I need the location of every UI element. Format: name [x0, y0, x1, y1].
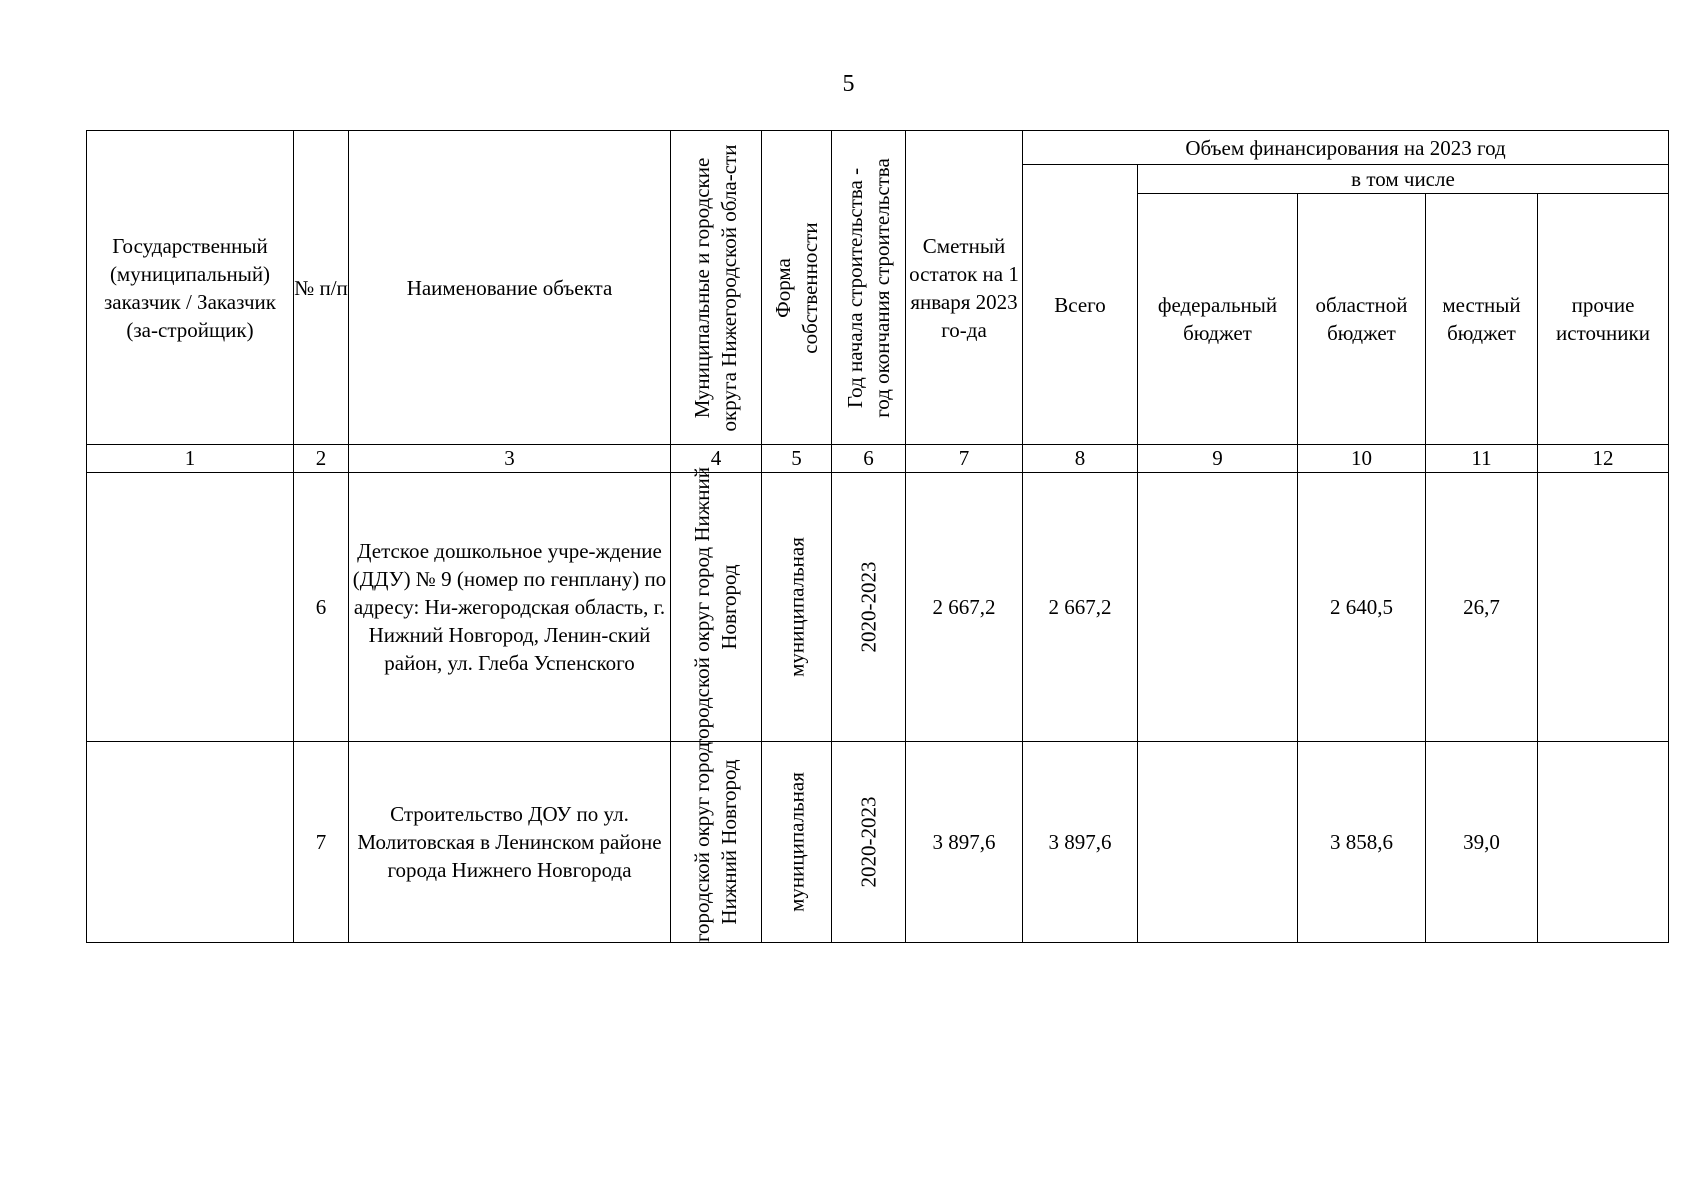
- row-total: 3 897,6: [1023, 742, 1138, 943]
- header-funding-title: Объем финансирования на 2023 год: [1023, 131, 1669, 165]
- header-regional: областной бюджет: [1298, 194, 1426, 445]
- row-municipality: [671, 742, 762, 943]
- header-object-name: Наименование объекта: [349, 131, 671, 445]
- column-number: 5: [762, 445, 832, 473]
- header-other: прочие источники: [1538, 194, 1669, 445]
- header-years-text: Год начала строительства - год окончания строительства: [842, 157, 894, 418]
- column-number: 12: [1538, 445, 1669, 473]
- column-number: 7: [906, 445, 1023, 473]
- column-number: 9: [1138, 445, 1298, 473]
- column-number: 10: [1298, 445, 1426, 473]
- row-object-name: Детское дошкольное учре-ждение (ДДУ) № 9 (номер по генплану) по адресу: Ни-жегородская область, г. Нижний Новгород, Ленин-ский район, ул. Глеба Успенского: [349, 473, 671, 742]
- row-ownership: [762, 742, 832, 943]
- row-years: [832, 473, 906, 742]
- row-other: [1538, 473, 1669, 742]
- row-customer: [87, 742, 294, 943]
- row-years: [832, 742, 906, 943]
- row-regional: 2 640,5: [1298, 473, 1426, 742]
- column-number: 4: [671, 445, 762, 473]
- header-municipalities: [671, 131, 762, 445]
- row-local: 26,7: [1426, 473, 1538, 742]
- column-number: 6: [832, 445, 906, 473]
- row-municipality-text: городской округ город Нижний Новгород: [690, 741, 741, 943]
- row-ownership-text: муниципальная: [784, 772, 808, 912]
- header-num: № п/п: [294, 131, 349, 445]
- row-ownership-text: муниципальная: [784, 537, 808, 677]
- column-number: 11: [1426, 445, 1538, 473]
- table-row: [87, 742, 1669, 943]
- row-federal: [1138, 473, 1298, 742]
- header-municipalities-text: Муниципальные и городские округа Нижегородской обла-сти: [690, 144, 741, 431]
- column-number: 2: [294, 445, 349, 473]
- page-number: 5: [842, 71, 855, 97]
- header-customer: Государственный (муниципальный) заказчик / Заказчик (за-стройщик): [87, 131, 294, 445]
- header-federal: федеральный бюджет: [1138, 194, 1298, 445]
- row-municipality-text: городской округ город Нижний Новгород: [690, 467, 741, 747]
- header-including: в том числе: [1138, 165, 1669, 194]
- row-municipality: [671, 467, 762, 747]
- row-regional: 3 858,6: [1298, 742, 1426, 943]
- funding-table: [86, 130, 1669, 943]
- row-federal: [1138, 742, 1298, 943]
- row-estimate: 3 897,6: [906, 742, 1023, 943]
- table-row: [87, 473, 1669, 742]
- column-number: 3: [349, 445, 671, 473]
- row-customer: [87, 473, 294, 742]
- column-numbers-row: [87, 445, 1669, 473]
- row-years-text: 2020-2023: [856, 796, 880, 888]
- row-num: 7: [294, 742, 349, 943]
- header-estimate-balance: Сметный остаток на 1 января 2023 го-да: [906, 131, 1023, 445]
- row-local: 39,0: [1426, 742, 1538, 943]
- header-total: Всего: [1023, 165, 1138, 445]
- row-num: 6: [294, 473, 349, 742]
- column-number: 1: [87, 445, 294, 473]
- header-years: [832, 131, 906, 445]
- row-ownership: [762, 473, 832, 742]
- row-total: 2 667,2: [1023, 473, 1138, 742]
- header-ownership: [762, 131, 832, 445]
- row-years-text: 2020-2023: [856, 561, 880, 653]
- row-object-name: Строительство ДОУ по ул. Молитовская в Ленинском районе города Нижнего Новгорода: [349, 742, 671, 943]
- row-other: [1538, 742, 1669, 943]
- header-ownership-text: Форма собственности: [770, 221, 822, 354]
- header-local: местный бюджет: [1426, 194, 1538, 445]
- column-number: 8: [1023, 445, 1138, 473]
- row-estimate: 2 667,2: [906, 473, 1023, 742]
